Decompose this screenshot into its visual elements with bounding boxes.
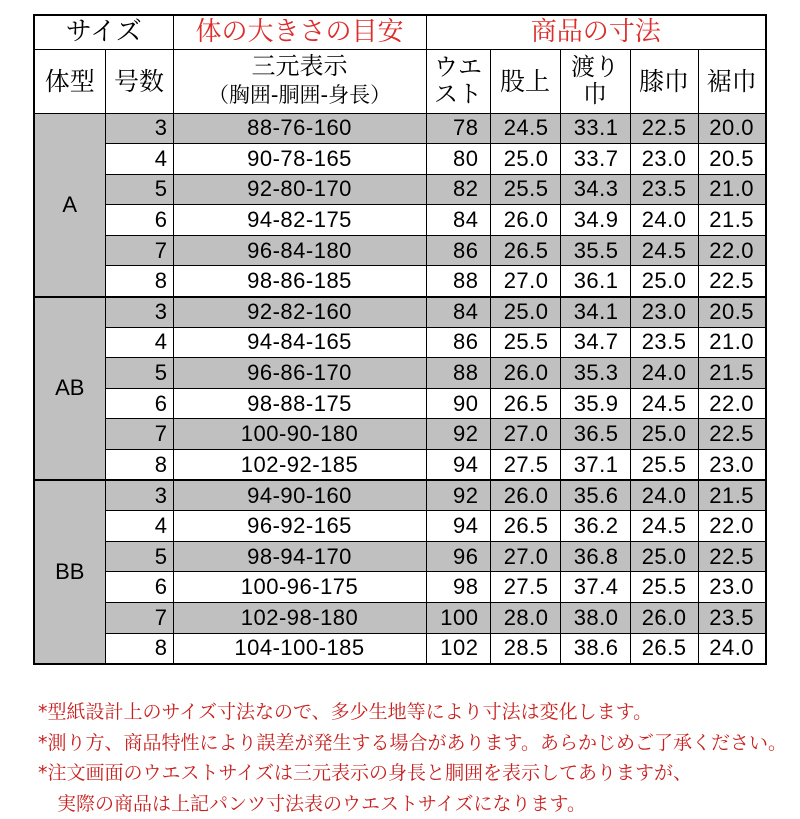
rise-cell: 25.5 (490, 174, 560, 205)
table-row (34, 541, 766, 572)
waist-header (426, 49, 490, 113)
hem-width-cell: 22.0 (698, 511, 766, 542)
thigh-width-cell: 35.5 (560, 235, 630, 266)
three-dim-cell: 94-90-160 (173, 480, 426, 511)
note-line: *注文画面のウエストサイズは三元表示の身長と胴囲を表示してありますが、 (38, 758, 800, 789)
thigh-width-cell: 38.0 (560, 603, 630, 634)
three-dim-title: 三元表示 (174, 52, 426, 81)
size-number-cell: 8 (105, 450, 173, 481)
thigh-width-header-line: 巾 (561, 81, 630, 108)
notes-section (38, 697, 800, 800)
rise-cell: 26.5 (490, 235, 560, 266)
three-dim-detail: （胸囲-胴囲-身長） (174, 81, 426, 110)
size-number-cell: 4 (105, 327, 173, 358)
knee-width-cell: 24.0 (630, 480, 698, 511)
size-number-cell: 5 (105, 541, 173, 572)
knee-width-cell: 25.5 (630, 450, 698, 481)
thigh-width-cell: 35.6 (560, 480, 630, 511)
knee-width-cell: 24.5 (630, 511, 698, 542)
hem-width-cell: 22.0 (698, 235, 766, 266)
size-number-cell: 4 (105, 511, 173, 542)
hem-width-cell: 20.5 (698, 144, 766, 175)
knee-width-cell: 23.5 (630, 174, 698, 205)
waist-cell: 88 (426, 358, 490, 389)
size-number-cell: 3 (105, 297, 173, 328)
thigh-width-cell: 38.6 (560, 633, 630, 664)
size-number-cell: 3 (105, 113, 173, 144)
size-number-cell: 4 (105, 144, 173, 175)
three-dim-cell: 96-84-180 (173, 235, 426, 266)
thigh-width-cell: 37.4 (560, 572, 630, 603)
table-row (34, 419, 766, 450)
table-row (34, 174, 766, 205)
size-number-cell: 8 (105, 266, 173, 297)
body-type-header: 体型 (34, 49, 105, 113)
knee-width-cell: 24.0 (630, 358, 698, 389)
hem-width-cell: 21.5 (698, 480, 766, 511)
hem-width-cell: 22.0 (698, 388, 766, 419)
table-row (34, 450, 766, 481)
thigh-width-cell: 36.5 (560, 419, 630, 450)
waist-cell: 86 (426, 235, 490, 266)
size-number-cell: 5 (105, 174, 173, 205)
waist-cell: 96 (426, 541, 490, 572)
table-row (34, 205, 766, 236)
size-number-cell: 6 (105, 205, 173, 236)
hem-width-cell: 23.5 (698, 603, 766, 634)
waist-header-line: ウエ (427, 54, 490, 81)
hem-width-cell: 22.5 (698, 266, 766, 297)
knee-width-cell: 26.0 (630, 603, 698, 634)
three-dim-cell: 98-88-175 (173, 388, 426, 419)
three-dim-cell: 102-98-180 (173, 603, 426, 634)
thigh-width-header (560, 49, 630, 113)
table-row (34, 572, 766, 603)
size-number-header: 号数 (105, 49, 173, 113)
waist-cell: 84 (426, 205, 490, 236)
rise-cell: 26.0 (490, 205, 560, 236)
hem-width-cell: 21.0 (698, 327, 766, 358)
thigh-width-cell: 34.9 (560, 205, 630, 236)
table-row (34, 235, 766, 266)
hem-width-cell: 21.5 (698, 205, 766, 236)
knee-width-cell: 24.0 (630, 205, 698, 236)
thigh-width-cell: 37.1 (560, 450, 630, 481)
knee-width-header: 膝巾 (630, 49, 698, 113)
rise-header: 股上 (490, 49, 560, 113)
hem-width-cell: 24.0 (698, 633, 766, 664)
knee-width-cell: 24.5 (630, 388, 698, 419)
knee-width-cell: 23.0 (630, 297, 698, 328)
thigh-width-cell: 35.3 (560, 358, 630, 389)
three-dim-cell: 98-94-170 (173, 541, 426, 572)
hem-width-cell: 21.5 (698, 358, 766, 389)
waist-cell: 88 (426, 266, 490, 297)
rise-cell: 28.0 (490, 603, 560, 634)
hem-width-cell: 22.5 (698, 541, 766, 572)
rise-cell: 26.0 (490, 358, 560, 389)
waist-cell: 92 (426, 480, 490, 511)
body-type-cell: BB (34, 480, 105, 664)
waist-cell: 102 (426, 633, 490, 664)
three-dim-cell: 98-86-185 (173, 266, 426, 297)
waist-header-line: スト (427, 81, 490, 108)
hem-width-header: 裾巾 (698, 49, 766, 113)
note-line: *測り方、商品特性により誤差が発生する場合があります。あらかじめご了承ください。 (38, 728, 800, 759)
knee-width-cell: 25.0 (630, 541, 698, 572)
knee-width-cell: 25.0 (630, 419, 698, 450)
three-dim-cell: 88-76-160 (173, 113, 426, 144)
rise-cell: 24.5 (490, 113, 560, 144)
body-type-cell: AB (34, 297, 105, 481)
knee-width-cell: 22.5 (630, 113, 698, 144)
three-dim-cell: 92-82-160 (173, 297, 426, 328)
waist-cell: 84 (426, 297, 490, 328)
three-dim-cell: 92-80-170 (173, 174, 426, 205)
size-header: サイズ (34, 15, 173, 49)
thigh-width-cell: 33.1 (560, 113, 630, 144)
hem-width-cell: 22.5 (698, 419, 766, 450)
table-row (34, 603, 766, 634)
rise-cell: 25.0 (490, 297, 560, 328)
waist-cell: 94 (426, 511, 490, 542)
table-row (34, 266, 766, 297)
size-number-cell: 5 (105, 358, 173, 389)
hem-width-cell: 21.0 (698, 174, 766, 205)
three-dim-cell: 104-100-185 (173, 633, 426, 664)
thigh-width-cell: 34.3 (560, 174, 630, 205)
thigh-width-cell: 36.2 (560, 511, 630, 542)
table-row (34, 113, 766, 144)
three-dim-header (173, 49, 426, 113)
waist-cell: 78 (426, 113, 490, 144)
knee-width-cell: 25.5 (630, 572, 698, 603)
table-row (34, 511, 766, 542)
table-row (34, 297, 766, 328)
rise-cell: 27.0 (490, 541, 560, 572)
rise-cell: 27.5 (490, 450, 560, 481)
size-number-cell: 8 (105, 633, 173, 664)
size-number-cell: 7 (105, 235, 173, 266)
waist-cell: 90 (426, 388, 490, 419)
three-dim-cell: 102-92-185 (173, 450, 426, 481)
size-chart-table (33, 14, 767, 665)
size-number-cell: 3 (105, 480, 173, 511)
knee-width-cell: 24.5 (630, 235, 698, 266)
three-dim-cell: 100-96-175 (173, 572, 426, 603)
body-type-cell: A (34, 113, 105, 297)
table-row (34, 144, 766, 175)
thigh-width-cell: 34.7 (560, 327, 630, 358)
hem-width-cell: 23.0 (698, 572, 766, 603)
table-row (34, 480, 766, 511)
thigh-width-cell: 36.8 (560, 541, 630, 572)
size-number-cell: 7 (105, 603, 173, 634)
thigh-width-header-line: 渡り (561, 54, 630, 81)
table-row (34, 388, 766, 419)
three-dim-cell: 96-86-170 (173, 358, 426, 389)
table-row (34, 633, 766, 664)
three-dim-cell: 96-92-165 (173, 511, 426, 542)
knee-width-cell: 23.0 (630, 144, 698, 175)
rise-cell: 27.5 (490, 572, 560, 603)
rise-cell: 26.0 (490, 480, 560, 511)
note-line: 実際の商品は上記パンツ寸法表のウエストサイズになります。 (38, 789, 800, 819)
header-row-columns (34, 49, 766, 113)
size-number-cell: 6 (105, 572, 173, 603)
waist-cell: 82 (426, 174, 490, 205)
rise-cell: 25.0 (490, 144, 560, 175)
three-dim-cell: 90-78-165 (173, 144, 426, 175)
hem-width-cell: 20.0 (698, 113, 766, 144)
waist-cell: 86 (426, 327, 490, 358)
size-chart-body (34, 113, 766, 664)
table-row (34, 358, 766, 389)
waist-cell: 98 (426, 572, 490, 603)
hem-width-cell: 23.0 (698, 450, 766, 481)
knee-width-cell: 25.0 (630, 266, 698, 297)
thigh-width-cell: 36.1 (560, 266, 630, 297)
three-dim-cell: 100-90-180 (173, 419, 426, 450)
body-guide-header: 体の大きさの目安 (173, 15, 426, 49)
size-number-cell: 7 (105, 419, 173, 450)
header-row-groups (34, 15, 766, 49)
knee-width-cell: 26.5 (630, 633, 698, 664)
thigh-width-cell: 33.7 (560, 144, 630, 175)
rise-cell: 27.0 (490, 266, 560, 297)
hem-width-cell: 20.5 (698, 297, 766, 328)
product-dimensions-header: 商品の寸法 (426, 15, 766, 49)
size-number-cell: 6 (105, 388, 173, 419)
rise-cell: 27.0 (490, 419, 560, 450)
waist-cell: 94 (426, 450, 490, 481)
rise-cell: 26.5 (490, 388, 560, 419)
waist-cell: 80 (426, 144, 490, 175)
knee-width-cell: 23.5 (630, 327, 698, 358)
rise-cell: 28.5 (490, 633, 560, 664)
note-line: *型紙設計上のサイズ寸法なので、多少生地等により寸法は変化します。 (38, 697, 800, 728)
rise-cell: 26.5 (490, 511, 560, 542)
three-dim-cell: 94-82-175 (173, 205, 426, 236)
waist-cell: 92 (426, 419, 490, 450)
thigh-width-cell: 35.9 (560, 388, 630, 419)
waist-cell: 100 (426, 603, 490, 634)
thigh-width-cell: 34.1 (560, 297, 630, 328)
rise-cell: 25.5 (490, 327, 560, 358)
table-row (34, 327, 766, 358)
three-dim-cell: 94-84-165 (173, 327, 426, 358)
